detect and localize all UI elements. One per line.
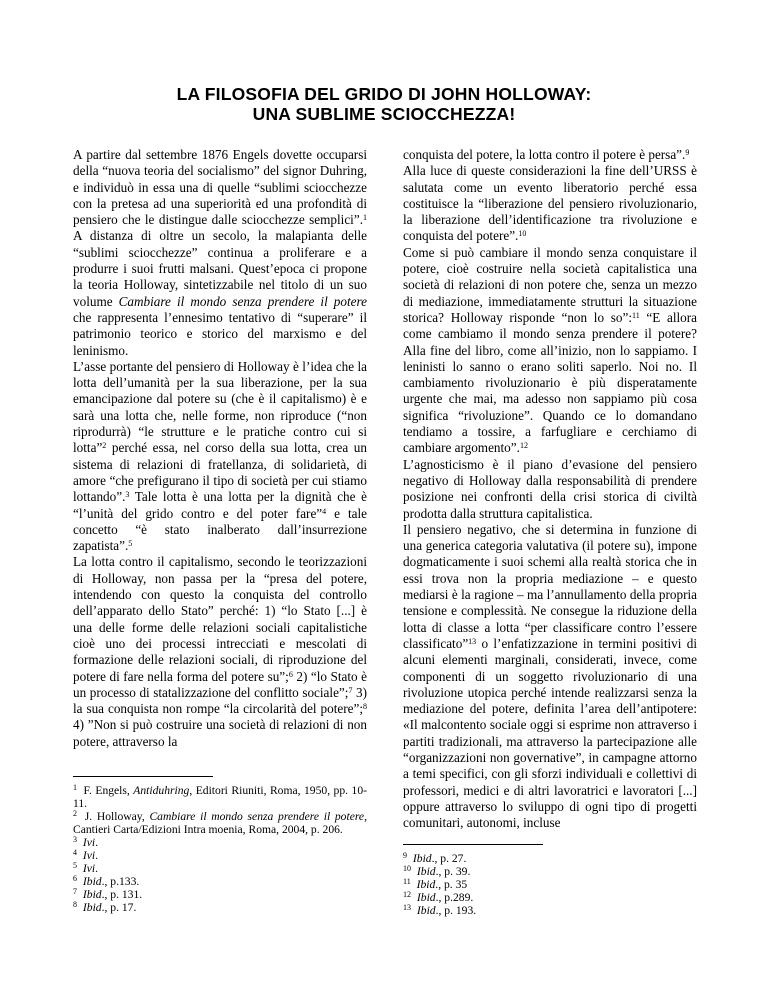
footnote-ref[interactable]: 6 <box>288 669 293 679</box>
footnote-ref[interactable]: 11 <box>631 310 640 320</box>
footnote-ref[interactable]: 4 <box>322 506 327 516</box>
right-column <box>403 147 697 831</box>
footnote: $^6$ Ibid., p.133. <box>73 874 140 888</box>
footnote-ref[interactable]: 5 <box>128 539 133 549</box>
left-column <box>73 147 367 750</box>
paragraph: Come si può cambiare il mondo senza conquistare il potere, cioè costruire nella società capitalistica una società di relazioni di non potere che, senza un mezzo di mediazione, immediatamente strutturi la situazione storica? Holloway risponde “non lo so”:$^{11}$ “E allora come cambiamo il mondo senza prendere il potere? Alla fine del libro, come all’inizio, non lo sappiamo. I leninisti lo sanno o erano soliti saperlo. Noi no. Il cambiamento rivoluzionario è più disperatamente urgente che mai, ma adesso non sappiamo più cosa significa “rivoluzione”. Quando ce lo domandano tendiamo a tossire, a farfugliare e cerchiamo di cambiare argomento”.$^{12}$ <box>403 244 697 456</box>
footnote: $^1$ F. Engels, Antiduhring, Editori Riuniti, Roma, 1950, pp. 10-11. <box>73 783 367 810</box>
title-line-1: LA FILOSOFIA DEL GRIDO DI JOHN HOLLOWAY: <box>176 84 592 104</box>
footnote-ref[interactable]: 13 <box>468 636 477 646</box>
paragraph: Alla luce di queste considerazioni la fine dell’URSS è salutata come un evento liberatorio perché essa costituisce la “liberazione del pensiero rivoluzionario, la liberazione dell’identificazione tra rivoluzione e conquista del potere”.$^{10}$ <box>403 163 697 244</box>
footnote-ref[interactable]: 1 <box>363 213 367 223</box>
left-footnotes <box>73 784 367 914</box>
title-line-2: UNA SUBLIME SCIOCCHEZZA! <box>252 104 516 124</box>
paragraph: conquista del potere, la lotta contro il potere è persa”.$^9$ <box>403 147 690 162</box>
footnote-ref[interactable]: 7 <box>348 685 353 695</box>
footnote-ref[interactable]: 9 <box>685 148 690 157</box>
footnote: $^8$ Ibid., p. 17. <box>73 900 137 914</box>
footnote-separator <box>73 776 213 777</box>
footnote-ref[interactable]: 3 <box>125 490 130 500</box>
footnote: $^7$ Ibid., p. 131. <box>73 887 143 901</box>
right-footnotes <box>403 852 697 917</box>
footnote: $^{10}$ Ibid., p. 39. <box>403 864 471 878</box>
footnote: $^{11}$ Ibid., p. 35 <box>403 877 468 891</box>
footnote-ref[interactable]: 8 <box>363 702 367 712</box>
footnote: $^9$ Ibid., p. 27. <box>403 851 467 865</box>
footnote-ref[interactable]: 2 <box>102 441 107 451</box>
paragraph: A partire dal settembre 1876 Engels dovette occuparsi della “nuova teoria del socialismo” del signor Duhring, e individuò in essa una di quelle “sublimi sciocchezze con la pretesa ad una superiorità ed una profondità di pensiero che le distingue dalle sciocchezze semplici”.$^1$ A distanza di oltre un secolo, la malapianta delle “sublimi sciocchezze” continua a proliferare e a produrre i suoi frutti malsani. Quest’epoca ci propone la teoria Holloway, sintetizzabile nel titolo di un suo volume Cambiare il mondo senza prendere il potere che rappresenta l’ennesimo tentativo di “superare” il patrimonio teorico e storico del marxismo e del leninismo. <box>73 147 368 358</box>
footnote: $^2$ J. Holloway, Cambiare il mondo senza prendere il potere, Cantieri Carta/Edizioni Intra moenia, Roma, 2004, p. 206. <box>73 809 367 836</box>
footnote-ref[interactable]: 12 <box>519 441 528 451</box>
footnote: $^5$ Ivi. <box>73 861 99 875</box>
paragraph: L’asse portante del pensiero di Holloway è l’idea che la lotta dell’umanità per la sua liberazione, per la sua emancipazione dal potere su (che è il capitalismo) è e sarà una lotta che, nelle forme, non riproduce (“non riprodurrà) “le strutture e le pratiche contro cui si lotta”$^2$ perché essa, nel corso della sua lotta, crea un sistema di relazioni di fratellanza, di solidarietà, di amore “che prefigurano il tipo di società per cui stiamo lottando”.$^3$ Tale lotta è una lotta per la dignità che è “l’unità del grido contro e del poter fare”$^4$ e tale concetto “è stato inalberato dall’insurrezione zapatista”.$^5$ <box>73 358 367 554</box>
paragraph: Il pensiero negativo, che si determina in funzione di una generica categoria valutativa (il potere su), impone dogmaticamente i suoi schemi alla realtà storica che in essi trova non la propria mediazione – e questo mediarsi è la ragione – ma l’annullamento della propria tensione e complessità. Ne consegue la riduzione della lotta di classe a lotta “per classificare contro l’essere classificato”$^{13}$ o l’enfatizzazione in termini positivi di alcuni elementi marginali, considerati, invece, come componenti di un soggetto rivoluzionario di una rivoluzione utopica perché intende realizzarsi senza la mediazione del potere, definita l’area dell’antipotere: «Il malcontento sociale oggi si esprime non attraverso i partiti tradizionali, ma attraverso la partecipazione alle “organizzazioni non governative”, in campagne attorno a temi specifici, con gli sforzi individuali e collettivi di professori, medici e di altri lavoratrici e lavoratori [...] oppure attraverso lo sviluppo di ogni tipo di progetti comunitari, autonomi, incluse <box>403 521 697 831</box>
footnote: $^{12}$ Ibid., p.289. <box>403 890 474 904</box>
paragraph: L’agnosticismo è il piano d’evasione del pensiero negativo di Holloway dalla responsabilità di prendere posizione nei confronti della crisi storica di civiltà prodotta dalla struttura capitalistica. <box>403 456 697 521</box>
footnote-separator <box>403 844 543 845</box>
footnote: $^4$ Ivi. <box>73 848 99 862</box>
footnote: $^3$ Ivi. <box>73 835 99 849</box>
document-title <box>0 84 768 124</box>
footnote: $^{13}$ Ibid., p. 193. <box>403 903 477 917</box>
footnote-ref[interactable]: 10 <box>518 229 527 239</box>
paragraph: La lotta contro il capitalismo, secondo le teorizzazioni di Holloway, non passa per la “presa del potere, intendendo con questo la conquista del controllo dell’apparato dello Stato” perché: 1) “lo Stato [...] è una delle forme delle relazioni sociali capitalistiche cioè uno dei processi intrecciati e mescolati di formazione delle relazioni sociali, di riproduzione del potere di fare nella forma del potere su”;$^6$ 2) “lo Stato è un processo di statalizzazione del conflitto sociale”;$^7$ 3) la sua conquista non rompe “la circolarità del potere”;$^8$ 4) ”Non si può costruire una società di relazioni di non potere, attraverso la <box>73 554 368 749</box>
